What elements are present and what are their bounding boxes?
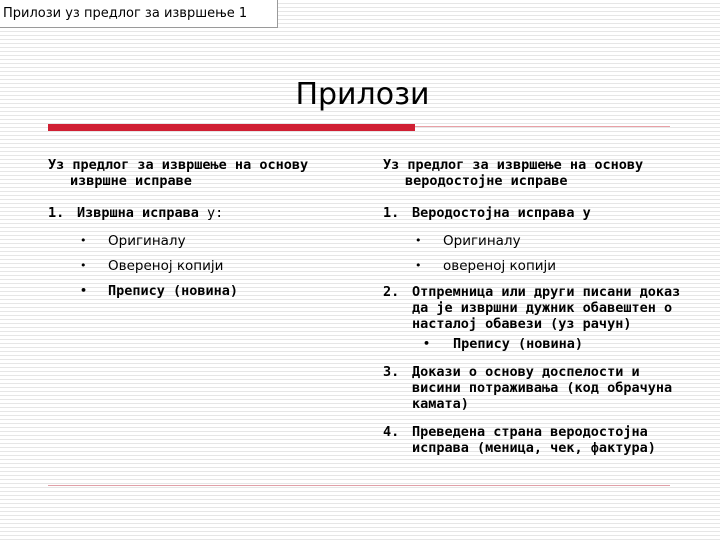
- right-item-2-number: 2.: [383, 284, 400, 300]
- bottom-divider: [48, 485, 670, 486]
- right-column: [383, 157, 693, 468]
- bullet-icon: •: [80, 259, 87, 272]
- left-bullet-1: [48, 233, 358, 249]
- left-item-1: [48, 205, 358, 221]
- left-bullet-2: [48, 258, 358, 274]
- right-item-3-text: Докази о основу доспелости и висини потраживања (код обрачуна камата): [412, 364, 673, 412]
- right-item-4-text: Преведена страна веродостојна исправа (меница, чек, фактура): [412, 424, 656, 456]
- left-bullet-3: [48, 283, 358, 299]
- left-bullet-3-text: Препису (новина): [108, 283, 239, 299]
- right-item-3: [383, 364, 693, 412]
- bullet-icon: •: [423, 337, 431, 350]
- right-item-4-number: 4.: [383, 424, 400, 440]
- right-bullet-2-text: овереној копији: [443, 258, 557, 274]
- bullet-icon: •: [80, 234, 87, 247]
- title-underline-accent: [48, 124, 415, 131]
- right-item-2-bullet-text: Препису (новина): [453, 336, 584, 352]
- left-heading: Уз предлог за извршење на основу извршне исправе: [48, 157, 309, 189]
- left-item-1-number: 1.: [48, 205, 65, 221]
- right-item-1-number: 1.: [383, 205, 400, 221]
- right-item-2-bullet: [383, 336, 693, 352]
- slide-header-label: Прилози уз предлог за извршење 1: [0, 0, 278, 28]
- left-item-1-rest: у:: [198, 205, 224, 221]
- right-item-1-text: Веродостојна исправа у: [412, 205, 591, 221]
- right-item-4: [383, 424, 693, 456]
- right-item-1: [383, 205, 693, 221]
- right-item-2-text: Отпремница или други писани доказ да је извршни дужник обавештен о насталој обавези (уз рачун): [412, 284, 681, 332]
- bullet-icon: •: [415, 234, 422, 247]
- left-bullet-1-text: Оригиналу: [108, 233, 186, 249]
- right-heading: Уз предлог за извршење на основу веродостојне исправе: [383, 157, 644, 189]
- left-bullet-2-text: Овереној копији: [108, 258, 224, 274]
- bullet-icon: •: [415, 259, 422, 272]
- right-item-2: [383, 284, 693, 332]
- bullet-icon: •: [80, 284, 88, 297]
- right-bullet-1-text: Оригиналу: [443, 233, 521, 249]
- right-bullet-1: [383, 233, 693, 249]
- left-column: [48, 157, 358, 308]
- left-item-1-bold: Извршна исправа: [77, 205, 199, 221]
- slide-title: Прилози: [295, 77, 430, 112]
- right-bullet-2: [383, 258, 693, 274]
- right-item-3-number: 3.: [383, 364, 400, 380]
